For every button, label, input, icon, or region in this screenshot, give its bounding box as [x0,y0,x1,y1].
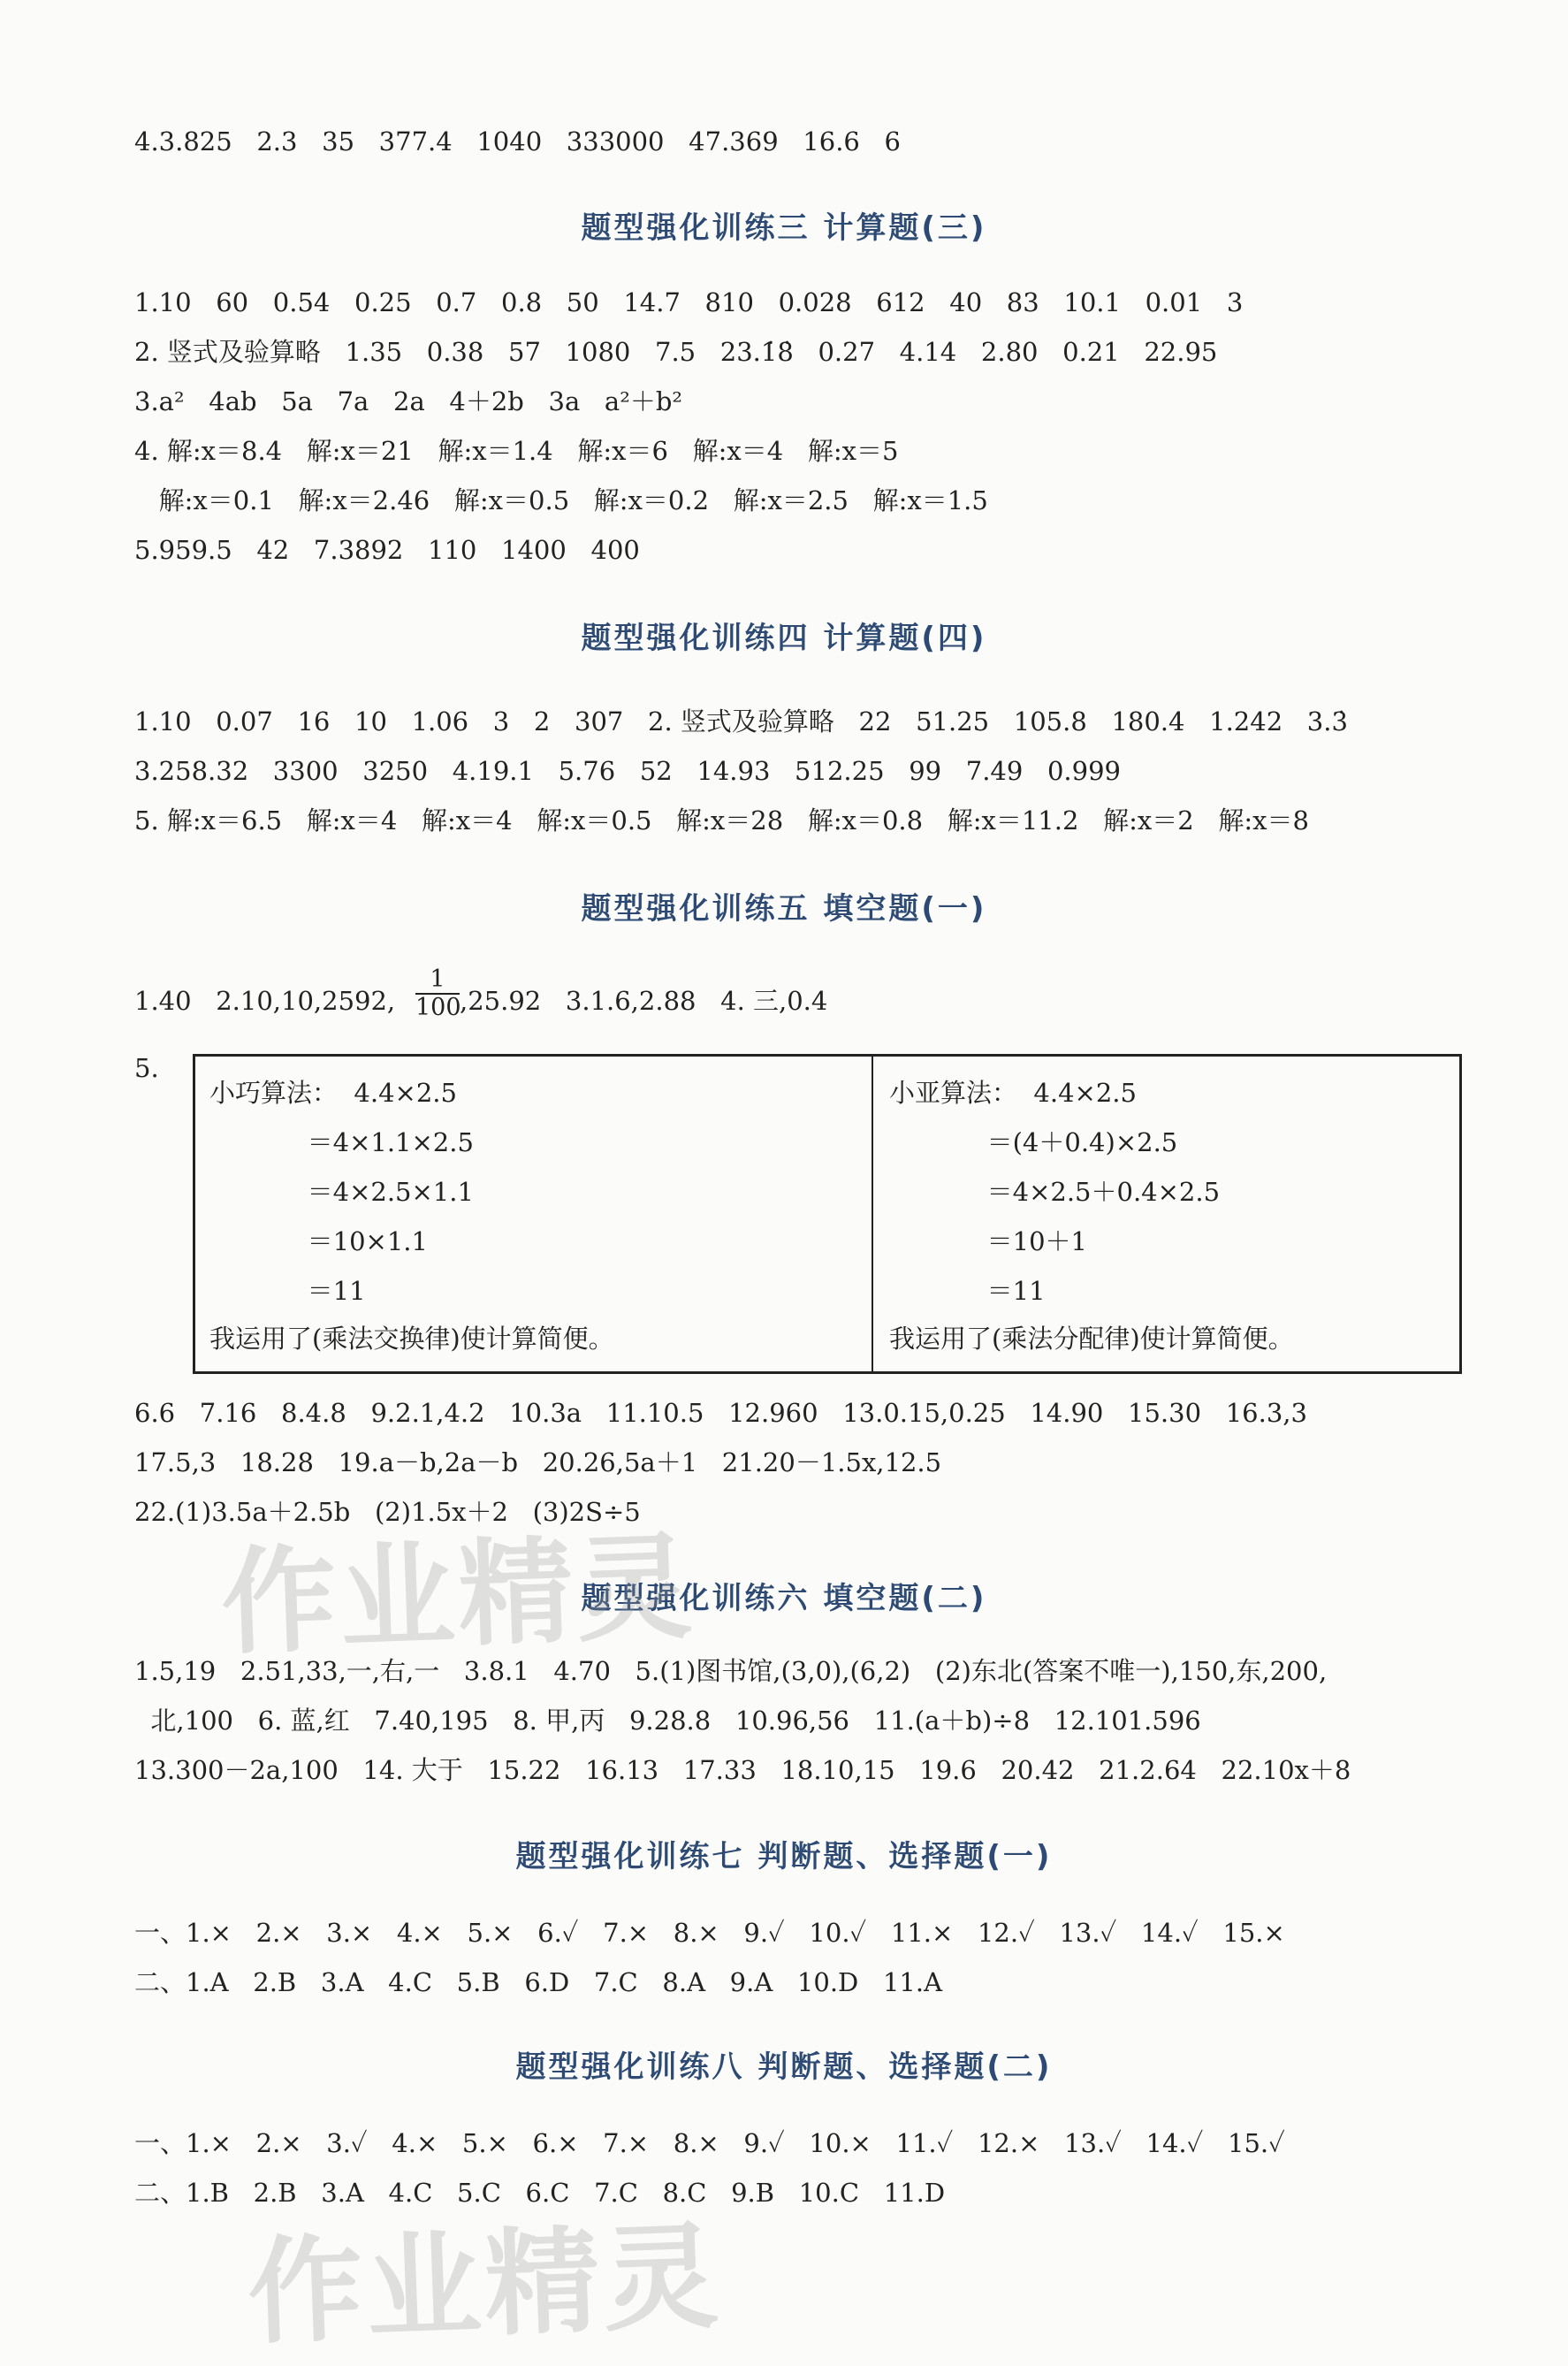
answer-line: 3.a² 4ab 5a 7a 2a 4＋2b 3a a²＋b² [134,386,683,416]
box-line: ＝10×1.1 [209,1226,428,1256]
box-line: ＝10＋1 [889,1226,1087,1256]
answer-line: 解:x＝0.1 解:x＝2.46 解:x＝0.5 解:x＝0.2 解:x＝2.5 解:x＝1.5 [134,485,988,515]
section-heading: 题型强化训练七 判断题、选择题(一) [515,1839,1053,1874]
box-line: ＝4×2.5＋0.4×2.5 [889,1177,1221,1207]
box-line: ＝4×2.5×1.1 [209,1177,474,1207]
answer-line: 1.10 0.07 16 10 1.06 3 2 307 2. 竖式及验算略 22 51.25 105.8 180.4 1.242 3.3̇ [134,706,1348,737]
box-line: 我运用了(乘法交换律)使计算简便。 [209,1324,614,1354]
box-line: ＝(4＋0.4)×2.5 [889,1127,1178,1157]
answer-line: 1.40 2.10,10,2592, [134,986,396,1016]
box-line: ＝11 [889,1276,1046,1306]
answer-line: 6.6 7.16 8.4.8 9.2.1,4.2 10.3a 11.10.5 12.960 13.0.15,0.25 14.90 15.30 16.3,3 [134,1398,1307,1428]
answer-line: 一、1.× 2.× 3.✓ 4.× 5.× 6.× 7.× 8.× 9.✓ 10.× 11.✓ 12.× 13.✓ 14.✓ 15.✓ [134,2128,1285,2158]
watermark: 作业精灵 [245,2209,724,2361]
box-divider [872,1057,873,1371]
section-heading: 题型强化训练三 计算题(三) [581,210,987,246]
answer-line: 5. 解:x＝6.5 解:x＝4 解:x＝4 解:x＝0.5 解:x＝28 解:x＝0.8 解:x＝11.2 解:x＝2 解:x＝8 [134,805,1309,836]
box-line: 小巧算法： 4.4×2.5 [209,1078,457,1108]
section-heading: 题型强化训练五 填空题(一) [581,891,987,927]
answer-line: 2. 竖式及验算略 1.35 0.38 57 1080 7.5 23.1̇8̇ 0.27 4.14 2.80 0.21 22.95 [134,337,1218,367]
box-line: 小亚算法： 4.4×2.5 [889,1078,1137,1108]
answer-line: 22.(1)3.5a＋2.5b (2)1.5x＋2 (3)2S÷5 [134,1497,641,1527]
answer-line: 1.5,19 2.51,33,一,右,一 3.8.1 4.70 5.(1)图书馆,(3,0),(6,2) (2)东北(答案不唯一),150,东,200, [134,1656,1328,1686]
answer-line: 3.258.32 3300 3250 4.19.1 5.76 52 14.93 512.25 99 7.49 0.999 [134,756,1121,786]
answer-line: 二、1.B 2.B 3.A 4.C 5.C 6.C 7.C 8.C 9.B 10.C 11.D [134,2178,946,2208]
fraction-denominator: 100 [415,994,461,1021]
answer-line: ,25.92 3.1.6,2.88 4. 三,0.4 [460,986,828,1016]
answer-line: 13.300－2a,100 14. 大于 15.22 16.13 17.33 18.10,15 19.6 20.42 21.2.64 22.10x＋8 [134,1755,1351,1785]
watermark: 作业精灵 [218,1519,697,1671]
answer-line: 1.10 60 0.54 0.25 0.7 0.8 50 14.7 810 0.028 612 40 83 10.1 0.01 3 [134,287,1244,317]
section-heading: 题型强化训练六 填空题(二) [581,1581,987,1616]
box-line: ＝11 [209,1276,366,1306]
answer-line: 北,100 6. 蓝,红 7.40,195 8. 甲,丙 9.28.8 10.96,56 11.(a＋b)÷8 12.101.596 [134,1706,1201,1736]
answer-line: 17.5,3 18.28 19.a－b,2a－b 20.26,5a＋1 21.20－1.5x,12.5 [134,1447,942,1477]
answer-line: 二、1.A 2.B 3.A 4.C 5.B 6.D 7.C 8.A 9.A 10.D 11.A [134,1967,943,1997]
box-line: 我运用了(乘法分配律)使计算简便。 [889,1324,1294,1354]
section-heading: 题型强化训练八 判断题、选择题(二) [515,2049,1053,2085]
box-line: ＝4×1.1×2.5 [209,1127,474,1157]
answer-line: 4.3.825 2.3 35 377.4 1040 333000 47.369 16.6 6 [134,126,901,156]
section-heading: 题型强化训练四 计算题(四) [581,621,987,656]
answer-line: 4. 解:x＝8.4 解:x＝21 解:x＝1.4 解:x＝6 解:x＝4 解:x＝5 [134,436,899,466]
fraction-numerator: 1 [415,966,460,995]
item-label: 5. [134,1053,159,1083]
answer-line: 一、1.× 2.× 3.× 4.× 5.× 6.✓ 7.× 8.× 9.✓ 10.✓ 11.× 12.✓ 13.✓ 14.✓ 15.× [134,1918,1285,1948]
answer-line: 5.959.5 42 7.3892 110 1400 400 [134,535,640,565]
fraction [415,966,460,1021]
